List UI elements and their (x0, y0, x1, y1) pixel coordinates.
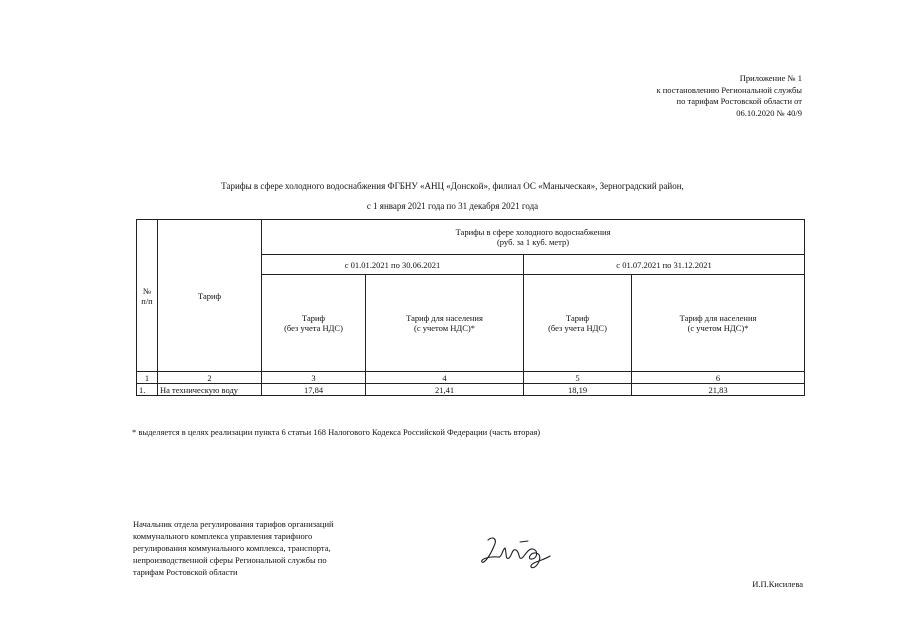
header-tariff-name: Тариф (158, 220, 262, 372)
signer-name: И.П.Кисилева (752, 579, 803, 589)
tariff-table (136, 219, 805, 396)
signer-position-line: непроизводственной сферы Региональной службы по (133, 555, 327, 565)
column-number: 4 (366, 372, 524, 384)
row-value: 18,19 (524, 384, 632, 396)
column-number: 6 (632, 372, 805, 384)
signer-position-line: тарифам Ростовской области (133, 567, 238, 577)
signer-position-line: Начальник отдела регулирования тарифов организаций (133, 519, 334, 529)
appendix-line: по тарифам Ростовской области от (676, 96, 802, 106)
appendix-line: к постановлению Региональной службы (656, 84, 802, 95)
signer-position-line: регулирования коммунального комплекса, транспорта, (133, 543, 331, 553)
row-value: 21,83 (632, 384, 805, 396)
appendix-line: 06.10.2020 № 40/9 (736, 107, 802, 118)
title-line-2: с 1 января 2021 года по 31 декабря 2021 года (366, 201, 539, 211)
row-value: 17,84 (262, 384, 366, 396)
column-number: 1 (137, 372, 158, 384)
signer-position (133, 518, 383, 578)
header-sub-4: Тариф для населения (с учетом НДС)* (632, 275, 805, 372)
header-period-1: с 01.01.2021 по 30.06.2021 (262, 255, 524, 275)
document-title (0, 176, 905, 216)
handwritten-signature (478, 532, 558, 572)
column-number: 5 (524, 372, 632, 384)
appendix-line: Приложение № 1 (739, 73, 802, 83)
footnote: * выделяется в целях реализации пункта 6 статьи 168 Налогового Кодекса Российской Федерации (часть вторая) (132, 427, 541, 437)
header-sub-1: Тариф (без учета НДС) (262, 275, 366, 372)
signer-position-line: коммунального комплекса управления тарифного (133, 531, 313, 541)
row-name: На техническую воду (158, 384, 262, 396)
title-line-1: Тарифы в сфере холодного водоснабжения ФГБНУ «АНЦ «Донской», филиал ОС «Маныческая», Зерноградский район, (221, 181, 684, 191)
header-sub-3: Тариф (без учета НДС) (524, 275, 632, 372)
column-number: 2 (158, 372, 262, 384)
row-value: 21,41 (366, 384, 524, 396)
appendix-header (656, 73, 802, 119)
header-period-2: с 01.07.2021 по 31.12.2021 (524, 255, 805, 275)
table-row (137, 384, 805, 396)
header-tariff-group: Тарифы в сфере холодного водоснабжения (руб. за 1 куб. метр) (262, 220, 805, 255)
column-number: 3 (262, 372, 366, 384)
header-sub-2: Тариф для населения (с учетом НДС)* (366, 275, 524, 372)
column-number-row (137, 372, 805, 384)
header-number: № п/п (137, 220, 158, 372)
row-number: 1. (137, 384, 158, 396)
